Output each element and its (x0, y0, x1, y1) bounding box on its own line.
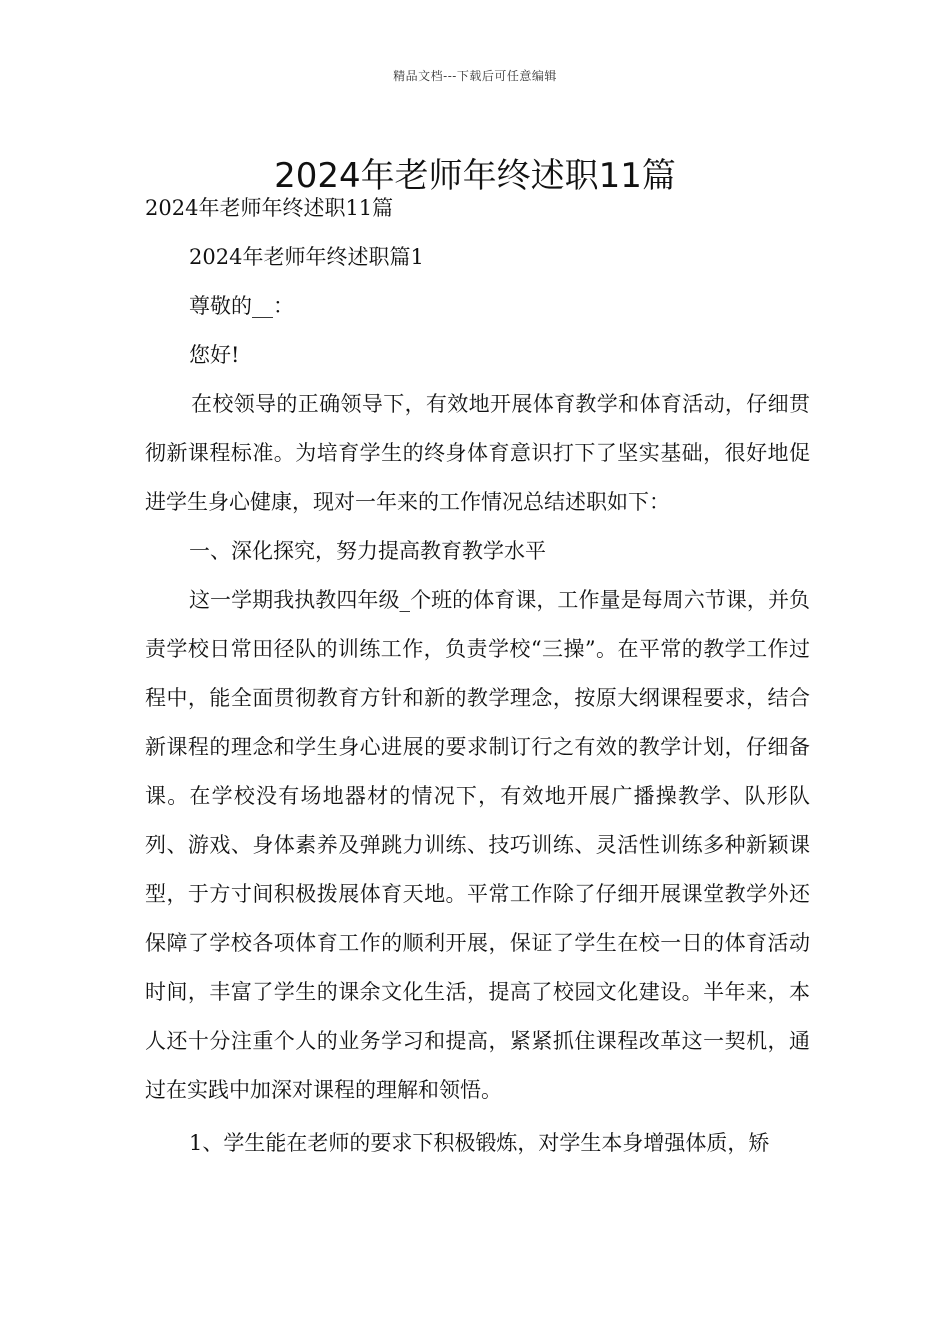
document-body (145, 184, 810, 1168)
paragraph-intro: 在校领导的正确领导下，有效地开展体育教学和体育活动，仔细贯彻新课程标准。为培育学生的终身体育意识打下了坚实基础，很好地促进学生身心健康，现对一年来的工作情况总结述职如下： (145, 392, 810, 514)
greeting: 您好! (189, 343, 240, 367)
section-heading: 2024年老师年终述职篇1 (189, 245, 424, 269)
document-subtitle: 2024年老师年终述职11篇 (145, 196, 394, 220)
page-header-note: 精品文档---下载后可任意编辑 (393, 69, 557, 83)
paragraph-heading-1: 一、深化探究，努力提高教育教学水平 (189, 539, 546, 563)
document-title: 2024年老师年终述职11篇 (274, 155, 676, 196)
paragraph-item-1: 1、学生能在老师的要求下积极锻炼，对学生本身增强体质，矫 (189, 1131, 770, 1155)
salutation: 尊敬的__： (189, 294, 294, 318)
paragraph-teaching: 这一学期我执教四年级_个班的体育课，工作量是每周六节课，并负责学校日常田径队的训练工作，负责学校“三操”。在平常的教学工作过程中，能全面贯彻教育方针和新的教学理念，按原大纲课程要求，结合新课程的理念和学生身心进展的要求制订行之有效的教学计划，仔细备课。在学校没有场地器材的情况下，有效地开展广播操教学、队形队列、游戏、身体素养及弹跳力训练、技巧训练、灵活性训练多种新颖课型，于方寸间积极拨展体育天地。平常工作除了仔细开展课堂教学外还保障了学校各项体育工作的顺利开展，保证了学生在校一日的体育活动时间，丰富了学生的课余文化生活，提高了校园文化建设。半年来，本人还十分注重个人的业务学习和提高，紧紧抓住课程改革这一契机，通过在实践中加深对课程的理解和领悟。 (145, 588, 810, 1102)
